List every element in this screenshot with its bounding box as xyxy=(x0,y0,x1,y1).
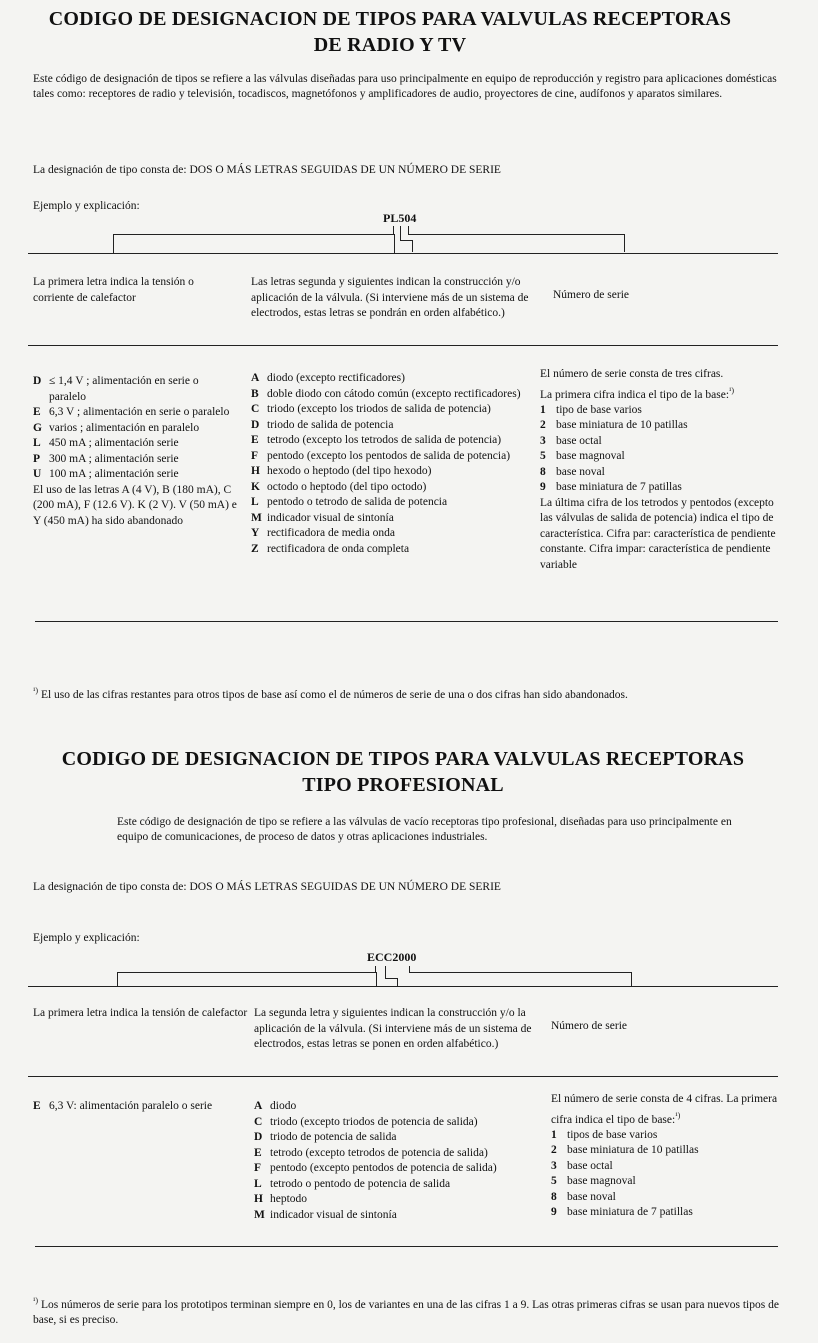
radio-designation-value: DOS O MÁS LETRAS SEGUIDAS DE UN NÚMERO DE SERIE xyxy=(189,164,501,176)
list-item: 5 base magnoval xyxy=(551,1175,636,1188)
list-item: P 300 mA ; alimentación serie xyxy=(33,452,179,465)
radio-divider-bottom xyxy=(35,621,778,622)
pro-example-code: ECC2000 xyxy=(367,950,417,964)
radio-example-code: PL504 xyxy=(383,211,417,225)
list-item: 9 base miniatura de 7 patillas xyxy=(540,481,682,494)
radio-col1-header: La primera letra indica la tensión o corriente de calefactor xyxy=(33,276,194,304)
radio-footnote: $^{^1)}$ El uso de las cifras restantes para otros tipos de base así como el de números de serie de una o dos cifras han sido abandonados. xyxy=(33,686,628,701)
list-item: 3 base octal xyxy=(540,434,602,447)
radio-col2-list xyxy=(251,371,536,557)
pro-col3-list xyxy=(551,1092,781,1221)
radio-designation xyxy=(33,163,778,179)
list-item: F pentodo (excepto pentodos de potencia de salida) xyxy=(254,1162,497,1174)
radio-designation-prefix: La designación de tipo consta de: xyxy=(33,164,187,176)
list-item: A diodo (excepto rectificadores) xyxy=(251,372,405,384)
radio-col2-header: Las letras segunda y siguientes indican la construcción y/o aplicación de la válvula. (Si interviene más de un sistema de electrodos, estas letras se pondrán en orden alfabético.) xyxy=(251,276,529,319)
list-item: L 450 mA ; alimentación serie xyxy=(33,437,179,449)
list-item: 5 base magnoval xyxy=(540,450,625,463)
radio-divider-mid xyxy=(28,345,778,346)
pro-col2-header: La segunda letra y siguientes indican la construcción y/o la aplicación de la válvula. (Si interviene más de un sistema de electrodos, estas letras se ponen en orden alfabético.) xyxy=(254,1007,532,1050)
list-item: E 6,3 V ; alimentación en serie o paralelo xyxy=(33,406,230,418)
list-item: H hexodo o heptodo (del tipo hexodo) xyxy=(251,465,432,477)
pro-col3-intro: El número de serie consta de 4 cifras. La primera cifra indica el tipo de base:$^{^1)}$ xyxy=(551,1093,778,1126)
pro-title xyxy=(0,746,806,798)
list-item: U 100 mA ; alimentación serie xyxy=(33,468,179,480)
pro-intro: Este código de designación de tipo se refiere a las válvulas de vacío receptoras tipo profesional, diseñadas para uso principalmente en equipo de comunicaciones, de proceso de datos y otras aplicaciones industriales. xyxy=(117,816,732,843)
radio-col3-intro2: La primera cifra indica el tipo de la base:$^{^1)}$ xyxy=(540,385,735,401)
pro-col1-list xyxy=(33,1099,258,1115)
list-item: Y rectificadora de media onda xyxy=(251,527,396,539)
pro-col2-list xyxy=(254,1099,546,1223)
list-item: M indicador visual de sintonía xyxy=(251,511,394,524)
pro-title-line1: CODIGO DE DESIGNACION DE TIPOS PARA VALVULAS RECEPTORAS xyxy=(61,748,745,770)
pro-designation-value: DOS O MÁS LETRAS SEGUIDAS DE UN NÚMERO DE SERIE xyxy=(189,881,501,893)
list-item: B doble diodo con cátodo común (excepto rectificadores) xyxy=(251,387,521,400)
list-item: E tetrodo (excepto tetrodos de potencia de salida) xyxy=(254,1146,488,1159)
radio-divider-top xyxy=(28,253,778,254)
list-item: E tetrodo (excepto los tetrodos de salida de potencia) xyxy=(251,434,502,446)
list-item: 1 tipos de base varios xyxy=(551,1128,658,1141)
pro-footnote: $^{^1)}$ Los números de serie para los prototipos terminan siempre en 0, los de variantes en una de las cifras 1 a 9. Las otras primeras cifras se usan para nuevos tipos de base, si es preciso. xyxy=(33,1296,779,1326)
radio-col3-list xyxy=(540,367,780,573)
radio-intro: Este código de designación de tipos se refiere a las válvulas diseñadas para uso principalmente en equipo de reproducción y registro para aplicaciones domésticas tales como: receptores de radio y televisión, tocadiscos, magnetófonos y amplificadores de audio, proyectores de cine, audífonos y aparatos similares. xyxy=(33,73,777,100)
list-item: 8 base noval xyxy=(551,1190,616,1203)
radio-example-label: Ejemplo y explicación: xyxy=(33,200,140,212)
list-item: C triodo (excepto triodos de potencia de salida) xyxy=(254,1115,478,1128)
radio-col3-intro: El número de serie consta de tres cifras. xyxy=(540,368,724,380)
pro-designation-prefix: La designación de tipo consta de: xyxy=(33,881,187,893)
radio-col3-header: Número de serie xyxy=(553,289,629,301)
list-item: A diodo xyxy=(254,1100,297,1112)
list-item: C triodo (excepto los triodos de salida de potencia) xyxy=(251,403,491,415)
list-item: 3 base octal xyxy=(551,1159,613,1172)
radio-title xyxy=(0,6,780,58)
list-item: 8 base noval xyxy=(540,465,605,478)
list-item: L tetrodo o pentodo de potencia de salida xyxy=(254,1177,451,1190)
pro-divider-mid xyxy=(28,1076,778,1077)
list-item: F pentodo (excepto los pentodos de salida de potencia) xyxy=(251,449,511,462)
list-item: 2 base miniatura de 10 patillas xyxy=(540,419,688,432)
pro-divider-top xyxy=(28,986,778,987)
radio-col3-note: La última cifra de los tetrodos y pentodos (excepto las válvulas de salida de potencia) indica el tipo de característica. Cifra par: característica de pendiente constante. Cifra impar: característica de pendiente variable xyxy=(540,496,776,571)
radio-col1-note: El uso de las letras A (4 V), B (180 mA), C (200 mA), F (12.6 V). K (2 V). V (50 mA) e Y (450 mA) ha sido abandonado xyxy=(33,483,237,527)
list-item: G varios ; alimentación en paralelo xyxy=(33,421,200,434)
pro-col1-header: La primera letra indica la tensión de calefactor xyxy=(33,1007,248,1019)
list-item: H heptodo xyxy=(254,1193,308,1205)
radio-col1-list xyxy=(33,374,238,529)
list-item: D triodo de salida de potencia xyxy=(251,418,394,431)
list-item: M indicador visual de sintonía xyxy=(254,1208,397,1221)
list-item: 1 tipo de base varios xyxy=(540,403,642,416)
list-item: Z rectificadora de onda completa xyxy=(251,542,410,555)
list-item: 9 base miniatura de 7 patillas xyxy=(551,1206,693,1219)
list-item: E 6,3 V: alimentación paralelo o serie xyxy=(33,1100,213,1112)
pro-title-line2: TIPO PROFESIONAL xyxy=(302,774,504,796)
radio-title-line2: DE RADIO Y TV xyxy=(313,34,467,56)
list-item: D triodo de potencia de salida xyxy=(254,1131,397,1143)
radio-title-line1: CODIGO DE DESIGNACION DE TIPOS PARA VALVULAS RECEPTORAS xyxy=(48,8,732,30)
list-item: L pentodo o tetrodo de salida de potencia xyxy=(251,496,448,508)
list-item: K octodo o heptodo (del tipo octodo) xyxy=(251,480,427,493)
list-item: D ≤ 1,4 V ; alimentación en serie o paralelo xyxy=(33,375,199,403)
pro-col3-header: Número de serie xyxy=(551,1020,627,1032)
pro-divider-bottom xyxy=(35,1246,778,1247)
pro-designation xyxy=(33,880,778,896)
pro-example-label: Ejemplo y explicación: xyxy=(33,932,140,944)
list-item: 2 base miniatura de 10 patillas xyxy=(551,1144,699,1157)
